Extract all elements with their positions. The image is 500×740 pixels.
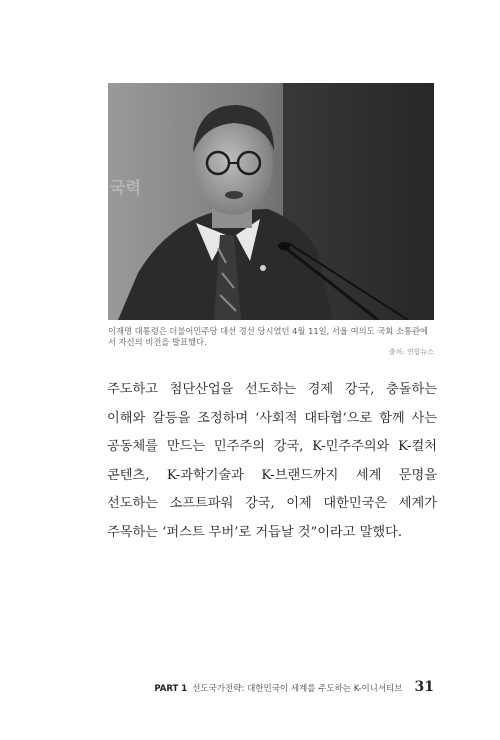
page-number: 31: [414, 679, 434, 695]
photo-caption: [108, 326, 434, 358]
page-footer: [154, 679, 434, 695]
part-label: PART 1: [154, 684, 188, 694]
speaker-photo-illustration: [108, 83, 434, 320]
background-sign-text: 국력: [110, 178, 141, 197]
caption-text: 이재명 대통령은 더불어민주당 대선 경선 당시였던 4월 11일, 서울 여의도 국회 소통관에서 자신의 비전을 발표했다.: [108, 326, 428, 347]
photo-credit: 출처: 연합뉴스: [388, 348, 434, 356]
body-paragraph: 주도하고 첨단산업을 선도하는 경제 강국, 충돌하는 이해와 갈등을 조정하며 ‘사회적 대타협’으로 함께 사는 공동체를 만드는 민주주의 강국, K-민주주의와 K-컬처 콘텐츠, K-과학기술과 K-브랜드까지 세계 문명을 선도하는 소프트파워 강국, 이제 대한민국은 세계가 주목하는 ‘퍼스트 무버’로 거듭날 것”이라고 말했다.: [107, 382, 437, 540]
running-title: 선도국가전략: 대한민국이 세계를 주도하는 K-이니셔티브: [192, 684, 403, 694]
speaker-photo: [108, 83, 434, 320]
microphone: [278, 242, 290, 250]
